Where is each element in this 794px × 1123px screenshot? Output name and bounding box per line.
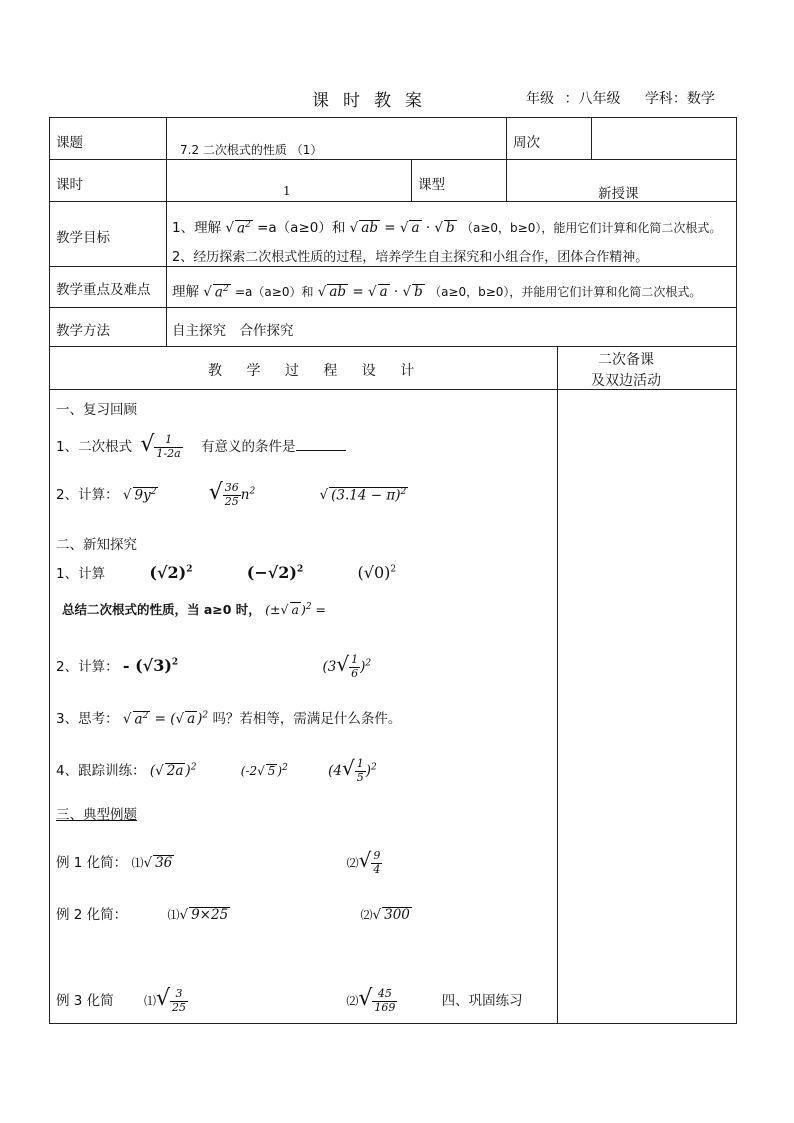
type-label: 课型: [418, 177, 445, 193]
col-divider: [506, 159, 507, 201]
part-1-marker: ⑴: [131, 856, 144, 870]
sqrt-9y2: √ $9y^2$: [122, 486, 157, 503]
page-title: 课时教案: [312, 91, 436, 111]
row-divider: [49, 159, 737, 160]
col-divider: [166, 117, 167, 346]
section-new-knowledge: 二、新知探究: [56, 537, 137, 553]
sqrt-a2-equals-sqrt-a-squared: √ $a^2$ = (√ a )$^2$: [122, 710, 209, 727]
col-divider: [411, 159, 412, 201]
sqrt-45-169: √ $\frac{45}{169}$: [358, 986, 396, 1014]
sqrt2-squared: $(√2)^2$: [149, 563, 193, 582]
exercise-2-label: 2、计算：: [56, 659, 119, 675]
topic-value: 7.2 二次根式的性质 （1）: [180, 143, 323, 157]
exercise-4-label: 4、跟踪训练：: [56, 763, 146, 779]
exercise-3-label: 3、思考：: [56, 711, 119, 727]
neg-2-sqrt5-squared: (-2√ 5 )$^2$: [240, 763, 288, 778]
sqrt-ab-formula: √ ab = √ a · √ b: [317, 284, 423, 300]
exercise-2: [56, 652, 371, 681]
col-divider: [591, 117, 592, 159]
sqrt-4-1-5-squared: (4√ $\frac{1}{5}$ )$^2$: [328, 756, 377, 784]
part-2-marker: ⑵: [360, 908, 373, 922]
sqrt-300: √ 300: [372, 907, 410, 923]
goal-1-text: （a≥0，b≥0），能用它们计算和化简二次根式。: [460, 221, 722, 235]
subject-label: 学科：数学: [644, 91, 715, 107]
key-points: [172, 280, 701, 300]
process-header: 教 学 过 程 设 计: [208, 363, 425, 379]
example-1-label: 例 1 化简：: [56, 855, 128, 871]
exercise-1-label: 1、计算: [56, 566, 106, 582]
neg-sqrt2-squared: $(-√2)^2$: [246, 563, 304, 582]
part-2-marker: ⑵: [346, 856, 359, 870]
hours-label: 课时: [56, 177, 83, 193]
part-2-marker: ⑵: [346, 994, 359, 1008]
method-value: 自主探究 合作探究: [172, 323, 294, 339]
sqrt-3-1-6-squared: (3√ $\frac{1}{6}$ )$^2$: [322, 652, 372, 680]
section-examples: 三、典型例题: [56, 807, 137, 823]
question-1-label: 1、二次根式: [56, 439, 133, 455]
example-2: [56, 903, 412, 923]
summary: [62, 600, 326, 618]
grade-value: ：八年级: [564, 91, 621, 107]
part-1-marker: ⑴: [167, 908, 180, 922]
topic-label: 课题: [56, 135, 83, 151]
col-divider: [557, 346, 558, 1024]
section-review: 一、复习回顾: [56, 402, 137, 418]
section-practice: 四、巩固练习: [441, 993, 523, 1009]
sqrt-2a-squared: (√ 2a )$^2$: [149, 762, 197, 779]
question-1: [56, 432, 346, 461]
sqrt-a-squared-formula: √ $a^2$: [203, 283, 229, 300]
summary-text: 总结二次根式的性质，当 a≥0 时，: [62, 602, 261, 617]
side-header-2: 及双边活动: [591, 373, 661, 389]
key-text: 理解: [172, 284, 199, 300]
grade-info: [526, 88, 721, 108]
sqrt-3-25: √ $\frac{3}{25}$: [155, 986, 187, 1014]
key-label: 教学重点及难点: [56, 282, 151, 298]
hours-value: 1: [283, 184, 291, 198]
goals-label: 教学目标: [56, 230, 110, 246]
week-label: 周次: [513, 135, 540, 151]
sqrt0-squared: $(√0)^2$: [357, 563, 397, 582]
exercise-3: [56, 707, 401, 727]
grade-label: 年级: [526, 91, 554, 107]
exercise-4: [56, 756, 377, 785]
sqrt-36: √ 36: [143, 855, 173, 871]
sqrt-ab-formula: √ ab = √ a · √ b: [349, 220, 455, 236]
goal-1-text: 1、理解: [172, 220, 222, 236]
method-label: 教学方法: [56, 323, 110, 339]
example-3: [56, 986, 523, 1015]
sqrt-9-times-25: √ 9×25: [179, 907, 229, 923]
sqrt-36-25-n2: √ $\frac{36}{25}$ $n^2$: [208, 480, 256, 508]
part-1-marker: ⑴: [143, 994, 156, 1008]
neg-sqrt3-squared: - $(√3)^2$: [122, 656, 179, 675]
pm-sqrt-a-squared: (±√ a )$^2$ =: [265, 601, 327, 617]
goal-1-text: =a（a≥0）和: [257, 220, 346, 236]
question-2: [56, 480, 408, 509]
row-divider: [49, 266, 737, 267]
goal-1: [172, 216, 721, 236]
sqrt-3-14-pi-squared: √ $(3.14 - \pi)^2$: [319, 486, 407, 503]
sqrt-a-squared-formula: √ $a^2$: [225, 219, 251, 236]
exercise-3-text: 吗？若相等，需满足什么条件。: [212, 711, 402, 727]
goal-2: 2、经历探索二次根式性质的过程，培养学生自主探究和小组合作，团体合作精神。: [172, 250, 649, 265]
answer-blank[interactable]: [296, 438, 346, 451]
key-text: （a≥0，b≥0），并能用它们计算和化简二次根式。: [429, 285, 702, 299]
row-divider: [49, 307, 737, 308]
example-1: [56, 848, 382, 877]
sqrt-9-4: √ $\frac{9}{4}$: [358, 848, 381, 876]
question-1-text: 有意义的条件是: [201, 439, 296, 455]
question-2-label: 2、计算：: [56, 487, 119, 503]
example-2-label: 例 2 化简：: [56, 907, 128, 923]
side-header-1: 二次备课: [598, 352, 654, 368]
col-divider: [506, 117, 507, 159]
exercise-1: [56, 562, 396, 582]
key-text: =a（a≥0）和: [235, 285, 314, 299]
type-value: 新授课: [598, 186, 639, 202]
row-divider: [49, 346, 737, 347]
example-3-label: 例 3 化简: [56, 993, 114, 1009]
sqrt-fraction-formula: √ $\frac{1}{1-2a}$: [140, 432, 181, 460]
